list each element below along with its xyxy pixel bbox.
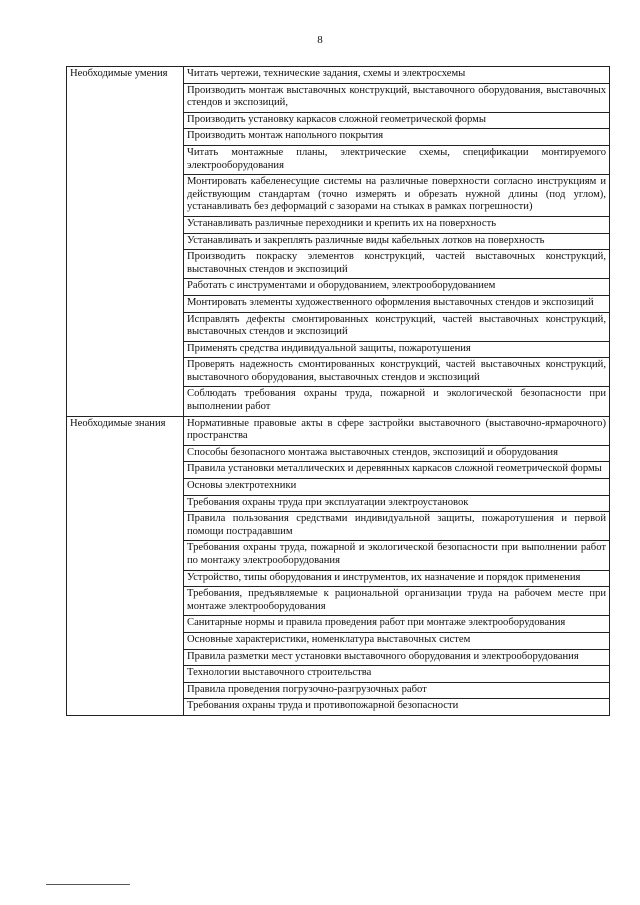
requirement-item: Читать монтажные планы, электрические схемы, спецификации монтируемого электрооборудования: [184, 145, 610, 174]
requirement-item: Требования охраны труда при эксплуатации электроустановок: [184, 495, 610, 512]
requirement-item: Монтировать элементы художественного оформления выставочных стендов и экспозиций: [184, 295, 610, 312]
requirement-item: Работать с инструментами и оборудованием, электрооборудованием: [184, 279, 610, 296]
requirement-item: Производить монтаж выставочных конструкций, выставочного оборудования, выставочных стендов и экспозиций,: [184, 83, 610, 112]
requirement-item: Правила установки металлических и деревянных каркасов сложной геометрической формы: [184, 462, 610, 479]
requirement-item: Производить установку каркасов сложной геометрической формы: [184, 112, 610, 129]
requirement-item: Правила проведения погрузочно-разгрузочных работ: [184, 682, 610, 699]
page-number: 8: [317, 34, 323, 46]
requirement-item: Санитарные нормы и правила проведения работ при монтаже электрооборудования: [184, 616, 610, 633]
requirement-item: Устройство, типы оборудования и инструментов, их назначение и порядок применения: [184, 570, 610, 587]
section-title: Необходимые знания: [67, 416, 184, 715]
requirement-item: Основные характеристики, номенклатура выставочных систем: [184, 632, 610, 649]
section-title: Необходимые умения: [67, 67, 184, 417]
requirement-item: Нормативные правовые акты в сфере застройки выставочного (выставочно-ярмарочного) пространства: [184, 416, 610, 445]
requirement-item: Производить монтаж напольного покрытия: [184, 129, 610, 146]
requirement-item: Соблюдать требования охраны труда, пожарной и экологической безопасности при выполнении работ: [184, 387, 610, 416]
requirements-table: [66, 66, 610, 716]
requirement-item: Способы безопасного монтажа выставочных стендов, экспозиций и оборудования: [184, 445, 610, 462]
requirement-item: Монтировать кабеленесущие системы на различные поверхности согласно инструкциям и действующим стандартам (точно измерять и обрезать нужной длины (под углом), устанавливать без деформаций с зазорами на стыках в рамках погрешности): [184, 175, 610, 217]
requirement-item: Исправлять дефекты смонтированных конструкций, частей выставочных конструкций, выставочных стендов и экспозиций: [184, 312, 610, 341]
requirements-table-body: [67, 67, 610, 716]
requirement-item: Технологии выставочного строительства: [184, 666, 610, 683]
requirement-item: Основы электротехники: [184, 479, 610, 496]
requirement-item: Правила разметки мест установки выставочного оборудования и электрооборудования: [184, 649, 610, 666]
requirement-item: Применять средства индивидуальной защиты, пожаротушения: [184, 341, 610, 358]
requirement-item: Производить покраску элементов конструкций, частей выставочных конструкций, выставочных стендов и экспозиций: [184, 250, 610, 279]
requirement-item: Требования охраны труда и противопожарной безопасности: [184, 699, 610, 716]
requirement-item: Правила пользования средствами индивидуальной защиты, пожаротушения и первой помощи пострадавшим: [184, 512, 610, 541]
requirement-item: Требования охраны труда, пожарной и экологической безопасности при выполнении работ по монтажу электрооборудования: [184, 541, 610, 570]
table-row: [67, 67, 610, 84]
requirement-item: Устанавливать различные переходники и крепить их на поверхность: [184, 216, 610, 233]
requirement-item: Проверять надежность смонтированных конструкций, частей выставочных конструкций, выставочного оборудования, выставочных стендов и экспозиций: [184, 358, 610, 387]
footnote-separator: [46, 884, 130, 885]
table-row: [67, 416, 610, 445]
requirement-item: Устанавливать и закреплять различные виды кабельных лотков на поверхность: [184, 233, 610, 250]
requirement-item: Читать чертежи, технические задания, схемы и электросхемы: [184, 67, 610, 84]
requirement-item: Требования, предъявляемые к рациональной организации труда на рабочем месте при монтаже электрооборудования: [184, 587, 610, 616]
